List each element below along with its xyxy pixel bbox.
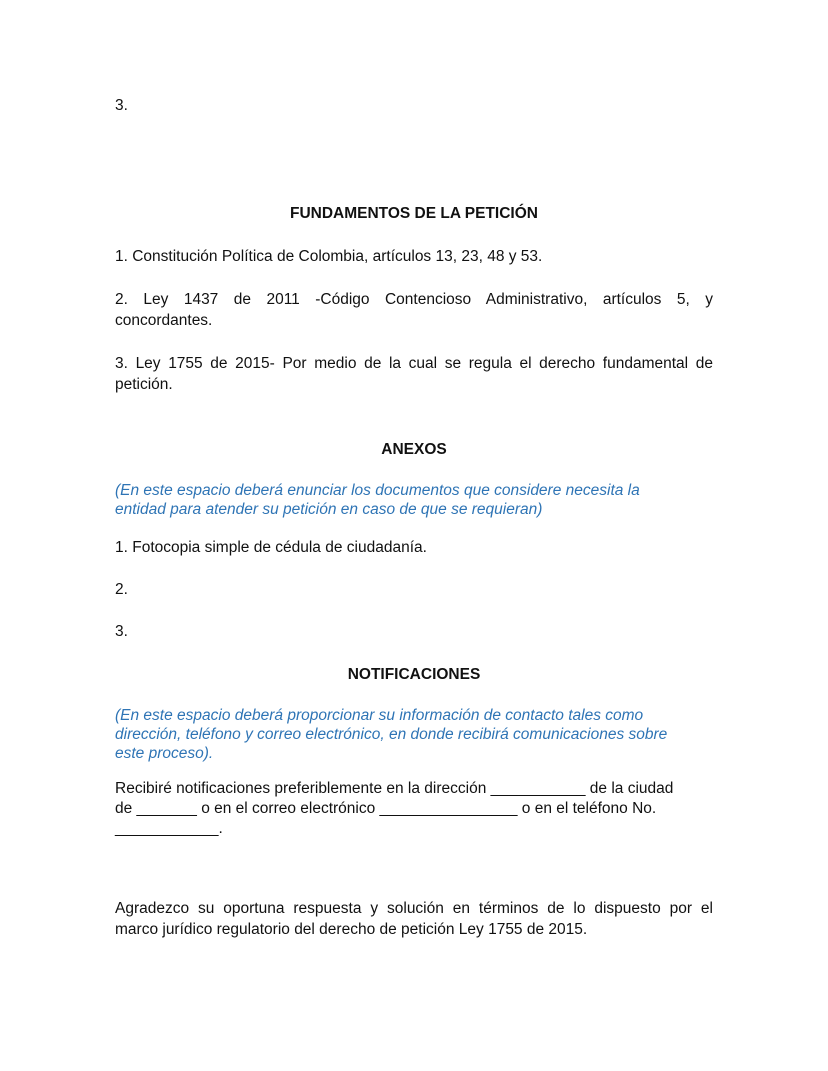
notificaciones-body-line-1: Recibiré notificaciones preferiblemente en la dirección ___________ de la ciudad: [115, 780, 674, 797]
fundamentos-item-2: [115, 289, 713, 331]
notificaciones-instruction-note: [115, 706, 713, 763]
anexos-item-3: 3.: [115, 623, 128, 640]
fundamentos-item-3: [115, 353, 713, 395]
fundamentos-item-3-line-2: petición.: [115, 376, 173, 393]
closing-paragraph: [115, 898, 713, 940]
fundamentos-item-3-line-1: 3. Ley 1755 de 2015- Por medio de la cual se regula el derecho fundamental de: [115, 355, 713, 372]
anexos-instruction-note: [115, 481, 713, 519]
fundamentos-heading: FUNDAMENTOS DE LA PETICIÓN: [289, 205, 538, 222]
notificaciones-heading: NOTIFICACIONES: [347, 666, 481, 683]
notificaciones-note-line-1: (En este espacio deberá proporcionar su información de contacto tales como: [115, 707, 644, 724]
top-list-item: 3.: [115, 97, 128, 114]
anexos-item-1: 1. Fotocopia simple de cédula de ciudadanía.: [115, 539, 427, 556]
notificaciones-contact-paragraph: [115, 779, 713, 839]
fundamentos-item-2-line-1: 2. Ley 1437 de 2011 -Código Contencioso Administrativo, artículos 5, y: [115, 291, 713, 308]
anexos-heading: ANEXOS: [381, 441, 447, 458]
notificaciones-note-line-2: dirección, teléfono y correo electrónico, en donde recibirá comunicaciones sobre: [115, 726, 668, 743]
notificaciones-note-line-3: este proceso).: [115, 745, 214, 762]
anexos-note-line-1: (En este espacio deberá enunciar los documentos que considere necesita la: [115, 482, 640, 499]
closing-line-1: Agradezco su oportuna respuesta y solución en términos de lo dispuesto por el: [115, 900, 713, 917]
anexos-note-line-2: entidad para atender su petición en caso de que se requieran): [115, 501, 543, 518]
fundamentos-item-2-line-2: concordantes.: [115, 312, 213, 329]
closing-line-2: marco jurídico regulatorio del derecho de petición Ley 1755 de 2015.: [115, 921, 588, 938]
anexos-item-2: 2.: [115, 581, 128, 598]
notificaciones-body-line-3: ____________.: [115, 820, 223, 837]
notificaciones-body-line-2: de _______ o en el correo electrónico ________________ o en el teléfono No.: [115, 800, 657, 817]
fundamentos-item-1: 1. Constitución Política de Colombia, artículos 13, 23, 48 y 53.: [115, 248, 543, 265]
